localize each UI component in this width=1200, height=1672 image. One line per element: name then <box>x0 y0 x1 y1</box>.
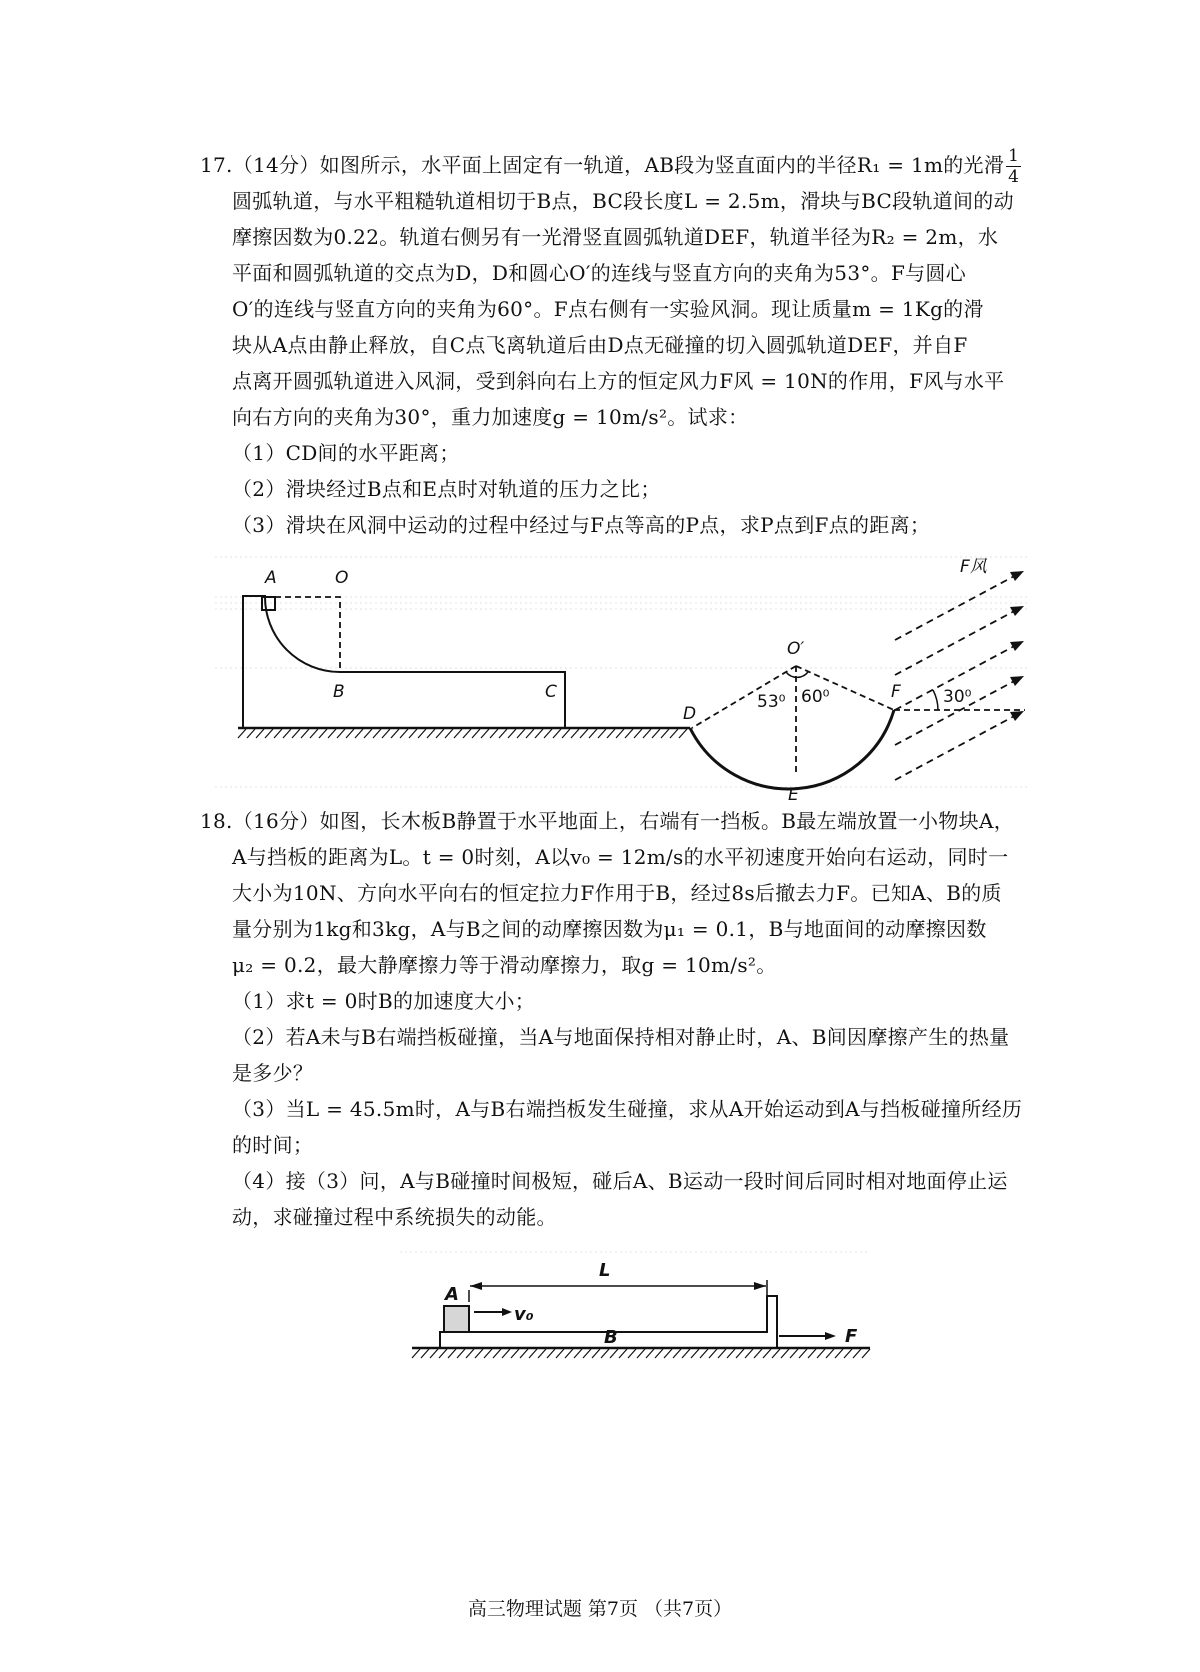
fraction-denominator: 4 <box>1008 167 1020 187</box>
q18-line-5: μ₂ = 0.2，最大静摩擦力等于滑动摩擦力，取g = 10m/s²。 <box>232 953 777 977</box>
label-c: C <box>545 682 557 702</box>
hatch-mark <box>493 1349 501 1358</box>
label-v0: v₀ <box>514 1304 534 1325</box>
label-l: L <box>599 1260 611 1281</box>
hatch-mark <box>466 1349 474 1358</box>
hatch-mark <box>538 1349 546 1358</box>
label-board-b: B <box>604 1327 618 1348</box>
hatch-mark <box>502 1349 510 1358</box>
hatch-mark <box>601 1349 609 1358</box>
hatch-mark <box>646 1349 654 1358</box>
q17-sub-2: （2）滑块经过B点和E点时对轨道的压力之比； <box>232 477 661 501</box>
f-arrowhead <box>825 1332 836 1340</box>
q18-sub-4-cont: 动，求碰撞过程中系统损失的动能。 <box>232 1205 557 1229</box>
label-e: E <box>788 785 799 805</box>
hatch-mark <box>727 1349 735 1358</box>
hatch-mark <box>835 1349 843 1358</box>
label-a: A <box>265 568 277 588</box>
hatch-mark <box>421 1349 429 1358</box>
label-f-wind: F风 <box>960 557 987 577</box>
hatch-mark <box>673 1349 681 1358</box>
v0-arrowhead <box>502 1308 512 1316</box>
hatch-mark <box>736 1349 744 1358</box>
q17-line-5: O′的连线与竖直方向的夹角为60°。F点右侧有一实验风洞。现让质量m = 1Kg的滑 <box>232 297 984 321</box>
hatch-mark <box>457 1349 465 1358</box>
hatch-mark <box>808 1349 816 1358</box>
hatch-mark <box>511 1349 519 1358</box>
hatch-mark <box>412 1349 420 1358</box>
q18-line-4: 量分别为1kg和3kg，A与B之间的动摩擦因数为μ₁ = 0.1，B与地面间的动摩擦因数 <box>232 917 987 941</box>
block-a <box>444 1306 469 1332</box>
q17-line-8: 向右方向的夹角为30°，重力加速度g = 10m/s²。试求： <box>232 405 749 429</box>
angle-label-30: 30⁰ <box>943 687 972 707</box>
q18-line-2: A与挡板的距离为L。t = 0时刻，A以v₀ = 12m/s的水平初速度开始向右运动，同时一 <box>232 845 1009 869</box>
hatch-mark <box>619 1349 627 1358</box>
hatch-mark <box>574 1349 582 1358</box>
hatch-mark <box>664 1349 672 1358</box>
ground-hatching-18 <box>412 1349 870 1358</box>
label-o-prime: O′ <box>787 639 805 659</box>
q17-line-3: 摩擦因数为0.22。轨道右侧另有一光滑竖直圆弧轨道DEF，轨道半径为R₂ = 2m，水 <box>232 225 999 249</box>
q18-sub-4: （4）接（3）问，A与B碰撞时间极短，碰后A、B运动一段时间后同时相对地面停止运 <box>232 1169 1008 1193</box>
hatch-mark <box>826 1349 834 1358</box>
hatch-mark <box>862 1349 870 1358</box>
page-footer: 高三物理试题 第7页 （共7页） <box>467 1598 733 1620</box>
hatch-mark <box>790 1349 798 1358</box>
hatch-mark <box>763 1349 771 1358</box>
q18-sub-3: （3）当L = 45.5m时，A与B右端挡板发生碰撞，求从A开始运动到A与挡板碰撞所经历 <box>232 1097 1023 1121</box>
hatch-mark <box>520 1349 528 1358</box>
hatch-mark <box>529 1349 537 1358</box>
hatch-mark <box>637 1349 645 1358</box>
hatch-mark <box>583 1349 591 1358</box>
hatch-mark <box>439 1349 447 1358</box>
q18-sub-2-cont: 是多少？ <box>232 1061 314 1085</box>
hatch-mark <box>754 1349 762 1358</box>
label-f: F <box>891 682 901 702</box>
hatch-mark <box>844 1349 852 1358</box>
label-force-f: F <box>845 1326 858 1347</box>
q18-line-1: 18.（16分）如图，长木板B静置于水平地面上，右端有一挡板。B最左端放置一小物块A， <box>200 809 1014 833</box>
hatch-mark <box>547 1349 555 1358</box>
q17-sub-1: （1）CD间的水平距离； <box>232 441 460 465</box>
hatch-mark <box>853 1349 861 1358</box>
hatch-mark <box>565 1349 573 1358</box>
hatch-mark <box>592 1349 600 1358</box>
q17-line-1-text: 17.（14分）如图所示，水平面上固定有一轨道，AB段为竖直面内的半径R₁ = 1m的光滑 <box>200 153 1005 177</box>
angle-label-60: 60⁰ <box>801 687 830 707</box>
q18-sub-3-cont: 的时间； <box>232 1133 314 1157</box>
q17-line-7: 点离开圆弧轨道进入风洞，受到斜向右上方的恒定风力F风 = 10N的作用，F风与水平 <box>232 369 1005 393</box>
q17-sub-3: （3）滑块在风洞中运动的过程中经过与F点等高的P点，求P点到F点的距离； <box>232 513 931 537</box>
hatch-mark <box>430 1349 438 1358</box>
hatch-mark <box>448 1349 456 1358</box>
hatch-mark <box>745 1349 753 1358</box>
hatch-mark <box>610 1349 618 1358</box>
hatch-mark <box>799 1349 807 1358</box>
hatch-mark <box>709 1349 717 1358</box>
label-d: D <box>683 704 697 724</box>
hatch-mark <box>718 1349 726 1358</box>
l-arrow-right <box>754 1282 766 1290</box>
angle-label-53: 53⁰ <box>757 692 786 712</box>
hatch-mark <box>700 1349 708 1358</box>
label-o: O <box>335 568 349 588</box>
label-b: B <box>333 682 345 702</box>
hatch-mark <box>484 1349 492 1358</box>
hatch-mark <box>781 1349 789 1358</box>
q17-line-4: 平面和圆弧轨道的交点为D，D和圆心O′的连线与竖直方向的夹角为53°。F与圆心 <box>232 261 967 285</box>
hatch-mark <box>682 1349 690 1358</box>
hatch-mark <box>475 1349 483 1358</box>
hatch-mark <box>772 1349 780 1358</box>
hatch-mark <box>655 1349 663 1358</box>
q18-sub-1: （1）求t = 0时B的加速度大小； <box>232 989 536 1013</box>
l-arrow-left <box>470 1282 482 1290</box>
q18-line-3: 大小为10N、方向水平向右的恒定拉力F作用于B，经过8s后撤去力F。已知A、B的质 <box>232 881 1002 905</box>
hatch-mark <box>691 1349 699 1358</box>
fraction-numerator: 1 <box>1008 146 1020 166</box>
q17-line-2: 圆弧轨道，与水平粗糙轨道相切于B点，BC段长度L = 2.5m，滑块与BC段轨道间的动 <box>232 189 1014 213</box>
label-block-a: A <box>445 1284 459 1305</box>
q18-sub-2: （2）若A未与B右端挡板碰撞，当A与地面保持相对静止时，A、B间因摩擦产生的热量 <box>232 1025 1010 1049</box>
q17-line-6: 块从A点由静止释放，自C点飞离轨道后由D点无碰撞的切入圆弧轨道DEF，并自F <box>232 333 968 357</box>
hatch-mark <box>817 1349 825 1358</box>
hatch-mark <box>628 1349 636 1358</box>
hatch-mark <box>556 1349 564 1358</box>
